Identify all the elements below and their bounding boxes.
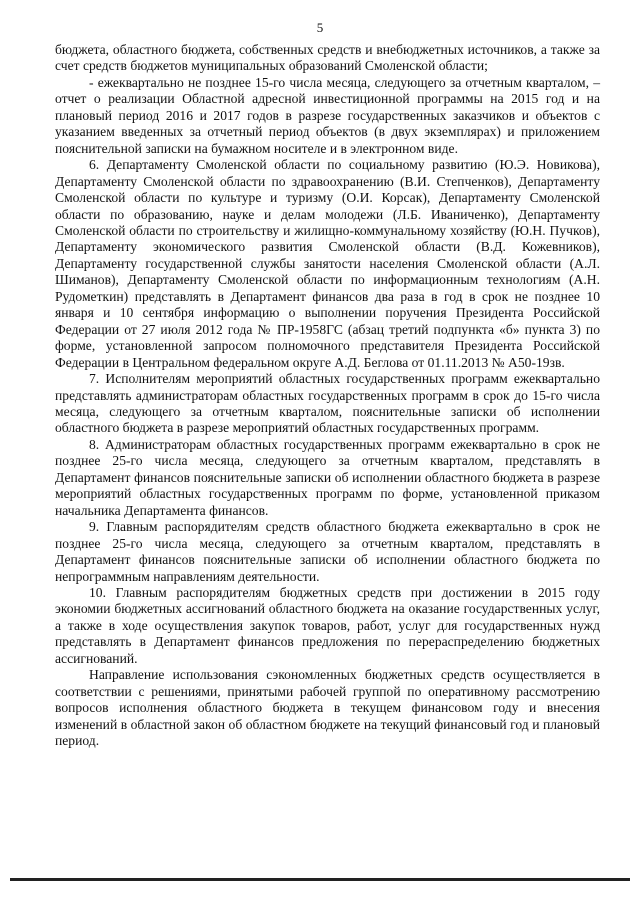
paragraph-item-6: 6. Департаменту Смоленской области по социальному развитию (Ю.Э. Новикова), Департаменту Смоленской области по здравоохранению (В.И. Степченков), Департаменту Смоленской области по культуре и туризму (О.И. Корсак), Департаменту Смоленской области по образованию, науке и делам молодежи (Л.Б. Иваниченко), Департаменту Смоленской области по строительству и жилищно-коммунальному хозяйству (Ю.Н. Пучков), Департаменту экономического развития Смоленской области (В.Д. Кожевников), Департаменту государственной службы занятости населения Смоленской области (А.Л. Шиманов), Департаменту Смоленской области по информационным технологиям (А.Н. Рудометкин) представлять в Департамент финансов два раза в год в срок не позднее 10 января и 10 сентября информацию о выполнении поручения Президента Российской Федерации от 27 июля 2012 года № ПР-1958ГС (абзац третий подпункта «б» пункта 3) по форме, установленной запросом полномочного представителя Президента Российской Федерации в Центральном федеральном округе А.Д. Беглова от 01.11.2013 № А50-19зв. [55, 157, 600, 370]
paragraph-continuation: бюджета, областного бюджета, собственных средств и внебюджетных источников, а также за счет средств бюджетов муниципальных образований Смоленской области; [55, 42, 600, 74]
paragraph-item-7: 7. Исполнителям мероприятий областных государственных программ ежеквартально представлять администраторам областных государственных программ в срок до 15-го числа месяца, следующего за отчетным кварталом, пояснительные записки об исполнении областного бюджета в разрезе мероприятий областных государственных программ. [55, 371, 600, 436]
document-body [55, 42, 600, 749]
paragraph-item-8: 8. Администраторам областных государственных программ ежеквартально в срок не позднее 25-го числа месяца, следующего за отчетным кварталом, представлять в Департамент финансов пояснительные записки об исполнении областного бюджета в разрезе мероприятий областных государственных программ по форме, установленной приказом начальника Департамента финансов. [55, 436, 600, 518]
paragraph-item-10: 10. Главным распорядителям бюджетных средств при достижении в 2015 году экономии бюджетных ассигнований областного бюджета на оказание государственных услуг, а также в ходе осуществления закупок товаров, работ, услуг для государственных нужд представлять в Департамент финансов предложения по перераспределению бюджетных ассигнований. [55, 584, 600, 666]
page-number: 5 [316, 20, 324, 35]
paragraph-quarterly-report: - ежеквартально не позднее 15-го числа месяца, следующего за отчетным кварталом, – отчет о реализации Областной адресной инвестиционной программы на 2015 год и на плановый период 2016 и 2017 годов в разрезе государственных заказчиков и объектов с указанием введенных за отчетный период объектов (в двух экземплярах) и приложением пояснительной записки на бумажном носителе и в электронном виде. [55, 74, 600, 156]
paragraph-savings-usage: Направление использования сэкономленных бюджетных средств осуществляется в соответствии с решениями, принятыми рабочей группой по оперативному рассмотрению вопросов исполнения областного бюджета в текущем финансовом году и внесения изменений в областной закон об областном бюджете на текущий финансовый год и плановый период. [55, 667, 600, 749]
scan-bottom-edge [10, 878, 630, 881]
paragraph-item-9: 9. Главным распорядителям средств областного бюджета ежеквартально в срок не позднее 25-го числа месяца, следующего за отчетным кварталом, представлять в Департамент финансов пояснительные записки об исполнении областного бюджета по непрограммным направлениям деятельности. [55, 519, 600, 584]
